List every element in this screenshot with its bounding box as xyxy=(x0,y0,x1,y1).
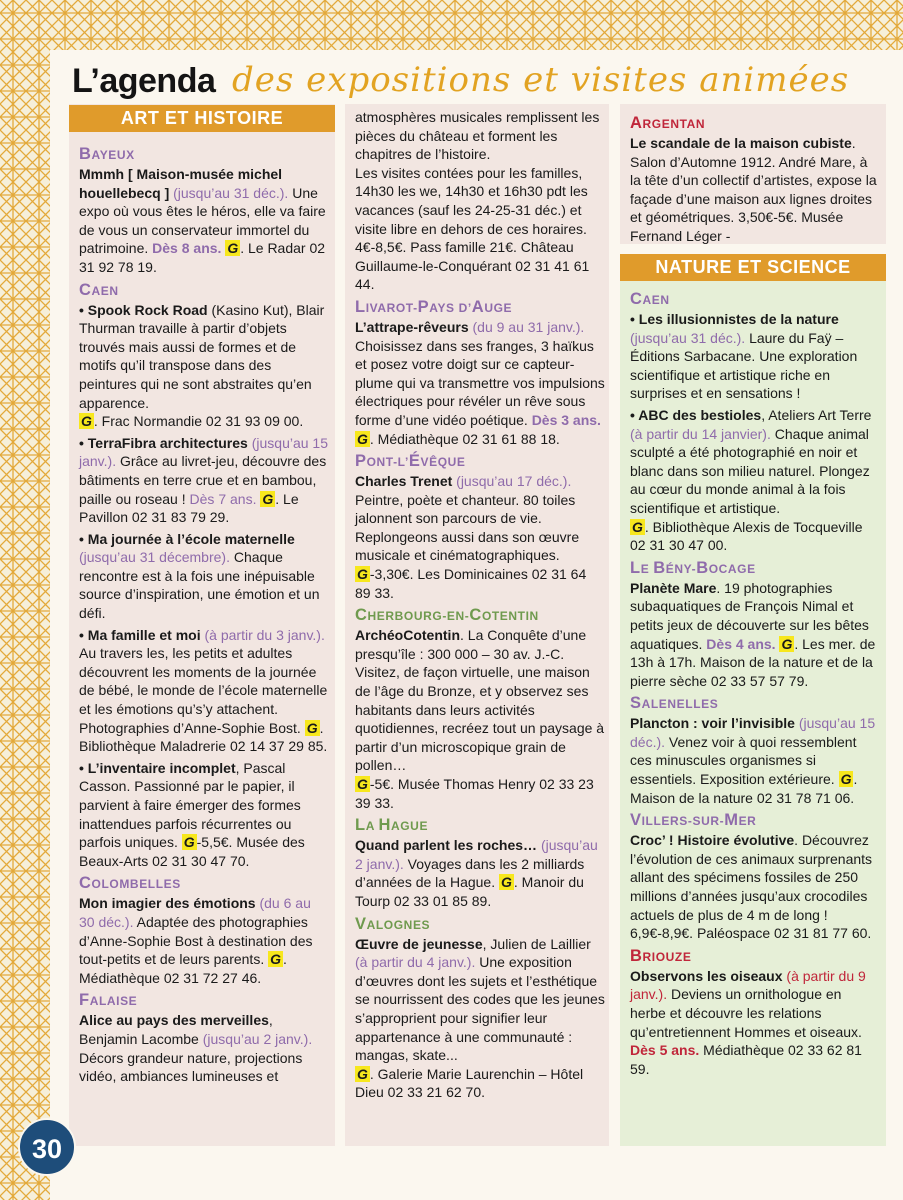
town-heading: BRIOUZE xyxy=(630,946,692,965)
town-heading: VALOGNES xyxy=(355,914,431,933)
free-entry-badge: G xyxy=(270,951,281,968)
free-entry-badge: G xyxy=(632,518,643,535)
page-subtitle: des expositions et visites animées xyxy=(232,60,850,100)
town-heading: CAEN xyxy=(630,290,670,308)
event-entry: Plancton : voir l’invisible (jusqu’au 15 déc.). Venez voir à quoi ressemblent ces minuscules organismes si essentiels. Exposition extérieure. G . Maison de la nature 02 31 78 71 06. xyxy=(630,715,876,806)
event-entry: • Ma famille et moi (à partir du 3 janv.). Au travers les, les petits et adultes découvrent les moments de la journée de bébé, le monde de l’école maternelle et les émotions qu’s’y attachent. Photographies d’Anne-Sophie Bost. G . Bibliothèque Maladrerie 02 14 37 29 85. xyxy=(79,626,328,755)
page-title: L’agenda xyxy=(72,62,216,100)
town-heading: LIVAROT-PAYS D’AUGE xyxy=(355,297,513,316)
event-entry: Quand parlent les roches… (jusqu’au 2 janv.). Voyages dans les 2 milliards d’années de la Hague. G . Manoir du Tourp 02 33 01 85 89. xyxy=(355,837,598,909)
free-entry-badge: G xyxy=(227,240,239,257)
town-heading: ARGENTAN xyxy=(630,114,706,132)
event-entry: Planète Mare. 19 photographies subaquatiques de François Nimal et petits jeux de découverte sur les bêtes aquatiques. Dès 4 ans. G . Les mer. de 13h à 17h. Maison de la nature et de la pierre sèche 02 33 57 57 79. xyxy=(630,579,876,689)
event-entry: L’attrape-rêveurs (du 9 au 31 janv.). Choisissez dans ses franges, 3 haïkus et posez votre doigt sur ce capteur-plume qui va transmettre vos impulsions électriques pour révéler un rêve sous forme d’une vidéo poétique. Dès 3 ans. G . Médiathèque 02 31 61 88 18. xyxy=(355,318,605,447)
free-entry-badge: G xyxy=(781,635,793,652)
town-heading: VILLERS-SUR-MER xyxy=(630,811,757,830)
page-number-badge: 30 xyxy=(18,1118,76,1176)
event-entry: Observons les oiseaux (à partir du 9 janv.). Deviens un ornithologue en herbe et découvre les relations qu’entretiennent Hommes et oiseaux. Dès 5 ans. Médiathèque 02 33 62 81 59. xyxy=(630,967,866,1077)
free-entry-badge: G xyxy=(357,566,368,583)
event-entry: • Les illusionnistes de la nature (jusqu’au 31 déc.). Laure du Faÿ – Éditions Sarbacane. Une exploration scientifique et artistique riche en surprises et en sensations ! xyxy=(630,311,858,402)
section-banner-art: ART ET HISTOIRE xyxy=(69,105,335,132)
column-1-content xyxy=(79,142,329,1089)
free-entry-badge: G xyxy=(840,771,852,788)
event-entry: Le scandale de la maison cubiste. Salon d’Automne 1912. André Mare, à la tête d’un collectif d’artistes, expose la façade d’une maison aux lignes droites et géométriques. 3,50€-5€. Musée Fernand Léger - xyxy=(630,135,877,244)
event-entry: • Spook Rock Road (Kasino Kut), Blair Thurman travaille à partir d’objets trouvés mais aussi de formes et de motifs qu’il transpose dans des peintures qui ne sont abstraites qu’en apparence. G . Frac Normandie 02 31 93 09 00. xyxy=(79,301,325,430)
column-3-top-content xyxy=(630,111,880,249)
free-entry-badge: G xyxy=(306,719,318,736)
town-heading: COLOMBELLES xyxy=(79,874,181,893)
town-heading: FALAISE xyxy=(79,991,138,1010)
town-heading: BAYEUX xyxy=(79,145,135,163)
town-heading: PONT-L’ÉVÊQUE xyxy=(355,452,466,471)
event-entry: Charles Trenet (jusqu’au 17 déc.). Peintre, poète et chanteur. 80 toiles jalonnent son parcours de vie. Replongeons aussi dans son œuvre musicale et cinématographiques. G -3,30€. Les Dominicaines 02 31 64 89 33. xyxy=(355,473,587,601)
event-entry: Alice au pays des merveilles, Benjamin Lacombe (jusqu’au 2 janv.). Décors grandeur nature, projections vidéo, ambiances lumineuses et xyxy=(79,1012,313,1085)
free-entry-badge: G xyxy=(262,490,274,507)
free-entry-badge: G xyxy=(81,413,92,430)
event-entry: • TerraFibra architectures (jusqu’au 15 janv.). Grâce au livret-jeu, découvre des bâtiments en terre crue et en bambou, paille ou roseau ! Dès 7 ans. G . Le Pavillon 02 31 83 79 29. xyxy=(79,434,328,526)
column-3-nature-content xyxy=(630,287,880,1081)
event-entry: Œuvre de jeunesse, Julien de Laillier (à partir du 4 janv.). Une exposition d’œuvres dont les sujets et l’esthétique se nourrissent des codes que les jeunes s’approprient pour signifier leur appartenance à une communauté : mangas, skate... G . Galerie Marie Laurenchin – Hôtel Dieu 02 33 21 62 70. xyxy=(355,935,605,1101)
column-2-content xyxy=(355,108,605,1105)
town-heading: SALENELLES xyxy=(630,694,719,713)
free-entry-badge: G xyxy=(357,430,368,447)
event-entry: Croc’ ! Histoire évolutive. Découvrez l’évolution de ces animaux surprenants allant des spécimens fossiles de 250 millions d’années jusqu’aux crocodiles actuels de plus de 4 m de long ! 6,9€-8,9€. Paléospace 02 31 81 77 60. xyxy=(630,832,873,942)
free-entry-badge: G xyxy=(357,776,368,792)
town-heading: LA HAGUE xyxy=(355,816,429,835)
section-banner-nature: NATURE ET SCIENCE xyxy=(620,254,886,281)
town-heading: CHERBOURG-EN-COTENTIN xyxy=(355,606,539,625)
town-heading: LE BÉNY-BOCAGE xyxy=(630,558,756,577)
event-entry: ArchéoCotentin. La Conquête d’une presqu’île : 300 000 – 30 av. J.-C. Visitez, de façon virtuelle, une maison de l’âge du Bronze, et y observez ses habitants dans leurs activités quotidiennes, recréez tout un paysage à partir d’un microscopique grain de pollen… G -5€. Musée Thomas Henry 02 33 23 39 33. xyxy=(355,627,605,811)
event-entry: • Ma journée à l’école maternelle (jusqu’au 31 décembre). Chaque rencontre est à la fois une inépuisable source d’inspiration, une émotion et un défi. xyxy=(79,530,320,622)
free-entry-badge: G xyxy=(501,874,512,891)
event-entry: Mmmh [ Maison-musée michel houellebecq ] (jusqu’au 31 déc.). Une expo où vous êtes le héros, elle va faire de vous un conservateur immortel du patrimoine. Dès 8 ans. G . Le Radar 02 31 92 78 19. xyxy=(79,166,326,275)
event-entry: • ABC des bestioles, Ateliers Art Terre (à partir du 14 janvier). Chaque animal sculpté a été photographié en noir et blanc dans son milieu naturel. Plongez au cœur du monde animal à la fois scientifique et artistique. G . Bibliothèque Alexis de Tocqueville 02 31 30 47 00. xyxy=(630,406,872,554)
event-entry: Mon imagier des émotions (du 6 au 30 déc.). Adaptée des photographies d’Anne-Sophie Bost à destination des tout-petits et de leurs parents. G . Médiathèque 02 31 72 27 46. xyxy=(79,895,313,986)
event-entry-continued: atmosphères musicales remplissent les pièces du château et forment les chapitres de l’histoire. Les visites contées pour les familles, 14h30 les we, 14h30 et 16h30 pdt les vacances (sauf les 24-25-31 déc.) et visite libre en dehors de ces horaires. 4€-8,5€. Pass famille 21€. Château Guillaume-le-Conquérant 02 31 41 61 44. xyxy=(355,109,600,293)
free-entry-badge: G xyxy=(357,1065,368,1082)
town-heading: CAEN xyxy=(79,280,119,299)
event-entry: • L’inventaire incomplet, Pascal Casson. Passionné par le papier, il parvient à faire émerger des formes inattendues parfois récurrentes ou parfois uniques. G -5,5€. Musée des Beaux-Arts 02 31 30 47 70. xyxy=(79,759,305,869)
free-entry-badge: G xyxy=(183,834,195,851)
